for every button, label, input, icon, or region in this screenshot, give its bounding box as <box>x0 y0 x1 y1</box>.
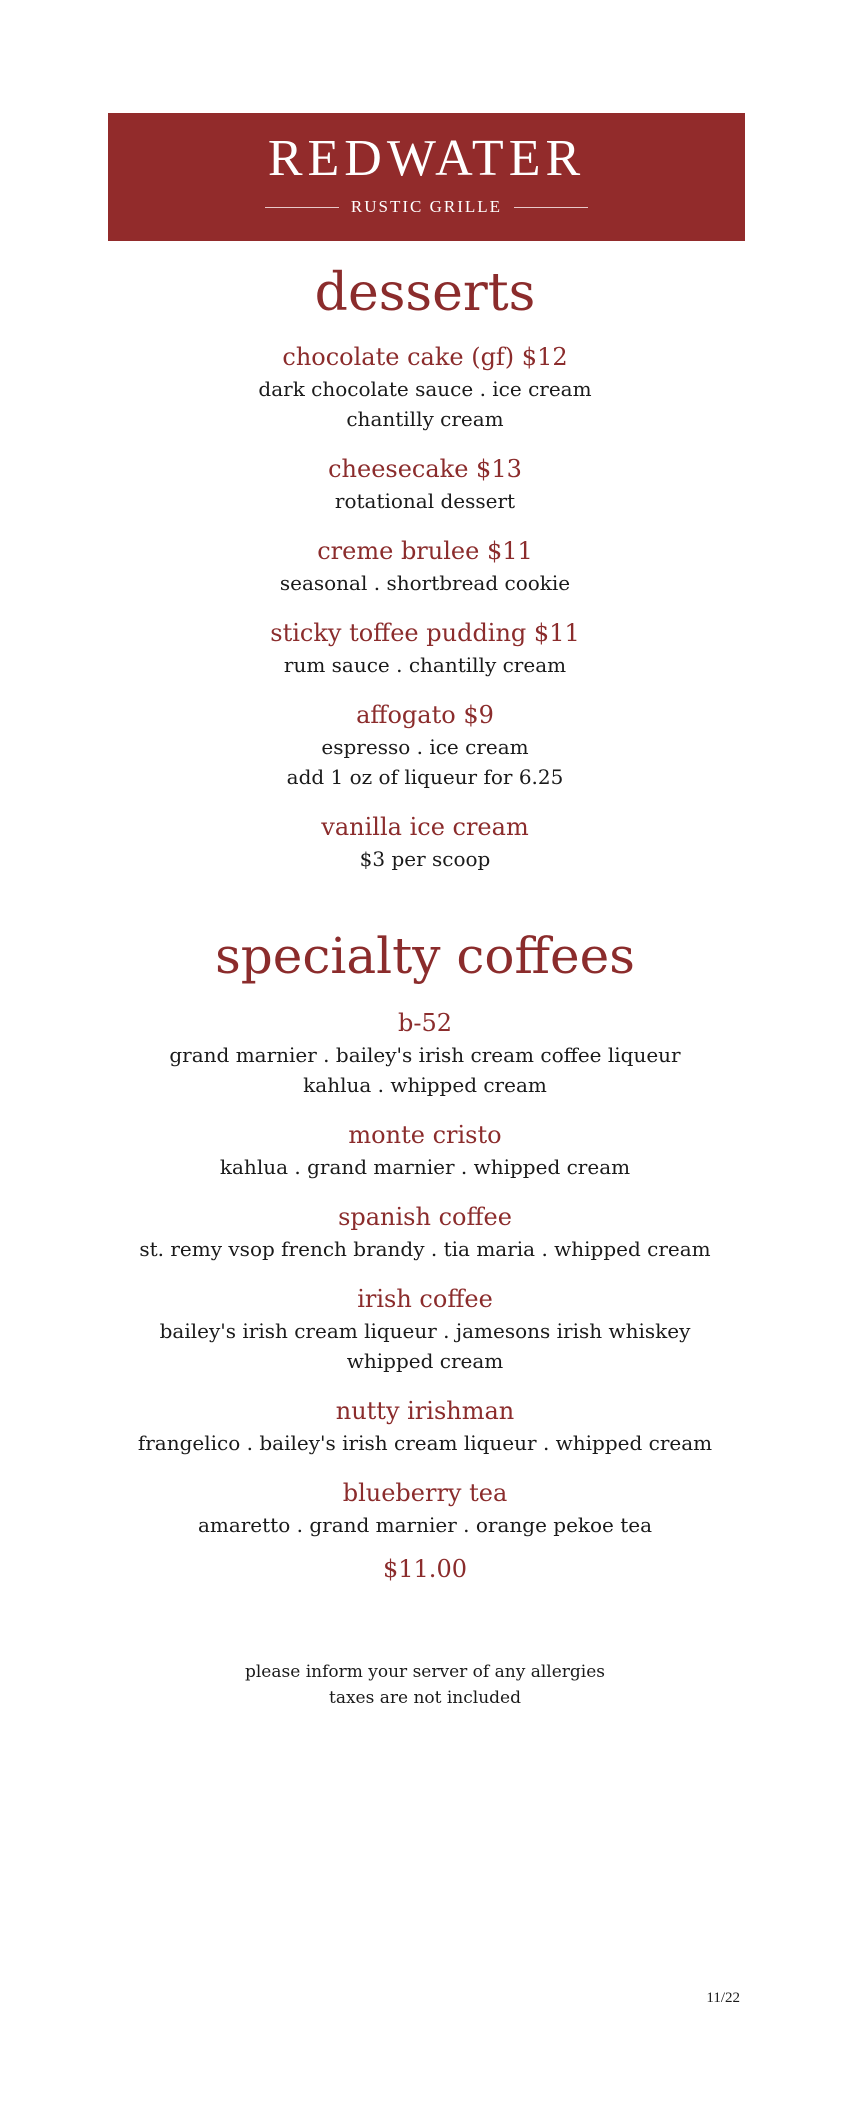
menu-item-description: add 1 oz of liqueur for 6.25 <box>286 765 564 789</box>
menu-item-description: kahlua . grand marnier . whipped cream <box>219 1155 631 1179</box>
coffee-item-b-52 <box>0 1006 850 1100</box>
menu-item-description: $3 per scoop <box>359 847 491 871</box>
desserts-section <box>0 258 850 874</box>
restaurant-subtitle-row <box>108 195 745 219</box>
menu-item-name: affogato $9 <box>356 701 494 729</box>
menu-item-description: kahlua . whipped cream <box>303 1073 547 1097</box>
allergy-note: please inform your server of any allergies <box>244 1662 605 1682</box>
menu-item-name: blueberry tea <box>342 1479 508 1507</box>
dessert-item-vanilla-ice-cream <box>0 810 850 874</box>
coffee-item-nutty-irishman <box>0 1394 850 1458</box>
dessert-item-chocolate-cake <box>0 340 850 434</box>
desserts-title: desserts <box>314 263 536 323</box>
restaurant-name: REDWATER <box>267 130 586 187</box>
restaurant-subtitle: RUSTIC GRILLE <box>350 197 503 216</box>
menu-item-name: creme brulee $11 <box>317 537 533 565</box>
menu-item-description: whipped cream <box>346 1349 504 1373</box>
menu-item-name: sticky toffee pudding $11 <box>270 619 580 647</box>
menu-item-name: irish coffee <box>357 1285 493 1313</box>
menu-item-name: nutty irishman <box>335 1397 515 1425</box>
coffees-list <box>0 1006 850 1540</box>
dessert-item-cheesecake <box>0 452 850 516</box>
divider-right <box>514 207 588 208</box>
menu-item-name: chocolate cake (gf) $12 <box>282 343 568 371</box>
menu-item-description: chantilly cream <box>346 407 504 431</box>
menu-item-description: amaretto . grand marnier . orange pekoe tea <box>197 1513 653 1537</box>
menu-item-description: seasonal . shortbread cookie <box>279 571 571 595</box>
page-number: 11/22 <box>706 1990 740 2006</box>
desserts-list <box>0 340 850 874</box>
menu-item-name: spanish coffee <box>338 1203 512 1231</box>
menu-item-name: cheesecake $13 <box>328 455 522 483</box>
divider-left <box>265 207 339 208</box>
menu-item-name: monte cristo <box>348 1121 502 1149</box>
menu-item-description: st. remy vsop french brandy . tia maria . whipped cream <box>139 1237 711 1261</box>
menu-item-description: espresso . ice cream <box>321 735 529 759</box>
dessert-item-affogato <box>0 698 850 792</box>
specialty-coffee-price: $11.00 <box>383 1555 467 1583</box>
menu-item-description: frangelico . bailey's irish cream liqueur . whipped cream <box>137 1431 713 1455</box>
menu-item-description: rum sauce . chantilly cream <box>283 653 567 677</box>
menu-item-description: grand marnier . bailey's irish cream coffee liqueur <box>169 1043 681 1067</box>
menu-item-description: dark chocolate sauce . ice cream <box>258 377 592 401</box>
coffee-item-irish-coffee <box>0 1282 850 1376</box>
coffee-item-blueberry-tea <box>0 1476 850 1540</box>
dessert-item-sticky-toffee-pudding <box>0 616 850 680</box>
menu-item-name: vanilla ice cream <box>321 813 529 841</box>
menu-item-name: b-52 <box>397 1009 452 1037</box>
menu-item-description: rotational dessert <box>334 489 516 513</box>
footer-notes <box>0 1659 850 1711</box>
restaurant-banner <box>108 113 745 241</box>
tax-note: taxes are not included <box>328 1688 521 1708</box>
coffee-item-monte-cristo <box>0 1118 850 1182</box>
menu-item-description: bailey's irish cream liqueur . jamesons irish whiskey <box>159 1319 691 1343</box>
coffee-item-spanish-coffee <box>0 1200 850 1264</box>
specialty-coffees-section <box>0 920 850 1586</box>
specialty-coffees-title: specialty coffees <box>215 927 635 985</box>
dessert-item-creme-brulee <box>0 534 850 598</box>
